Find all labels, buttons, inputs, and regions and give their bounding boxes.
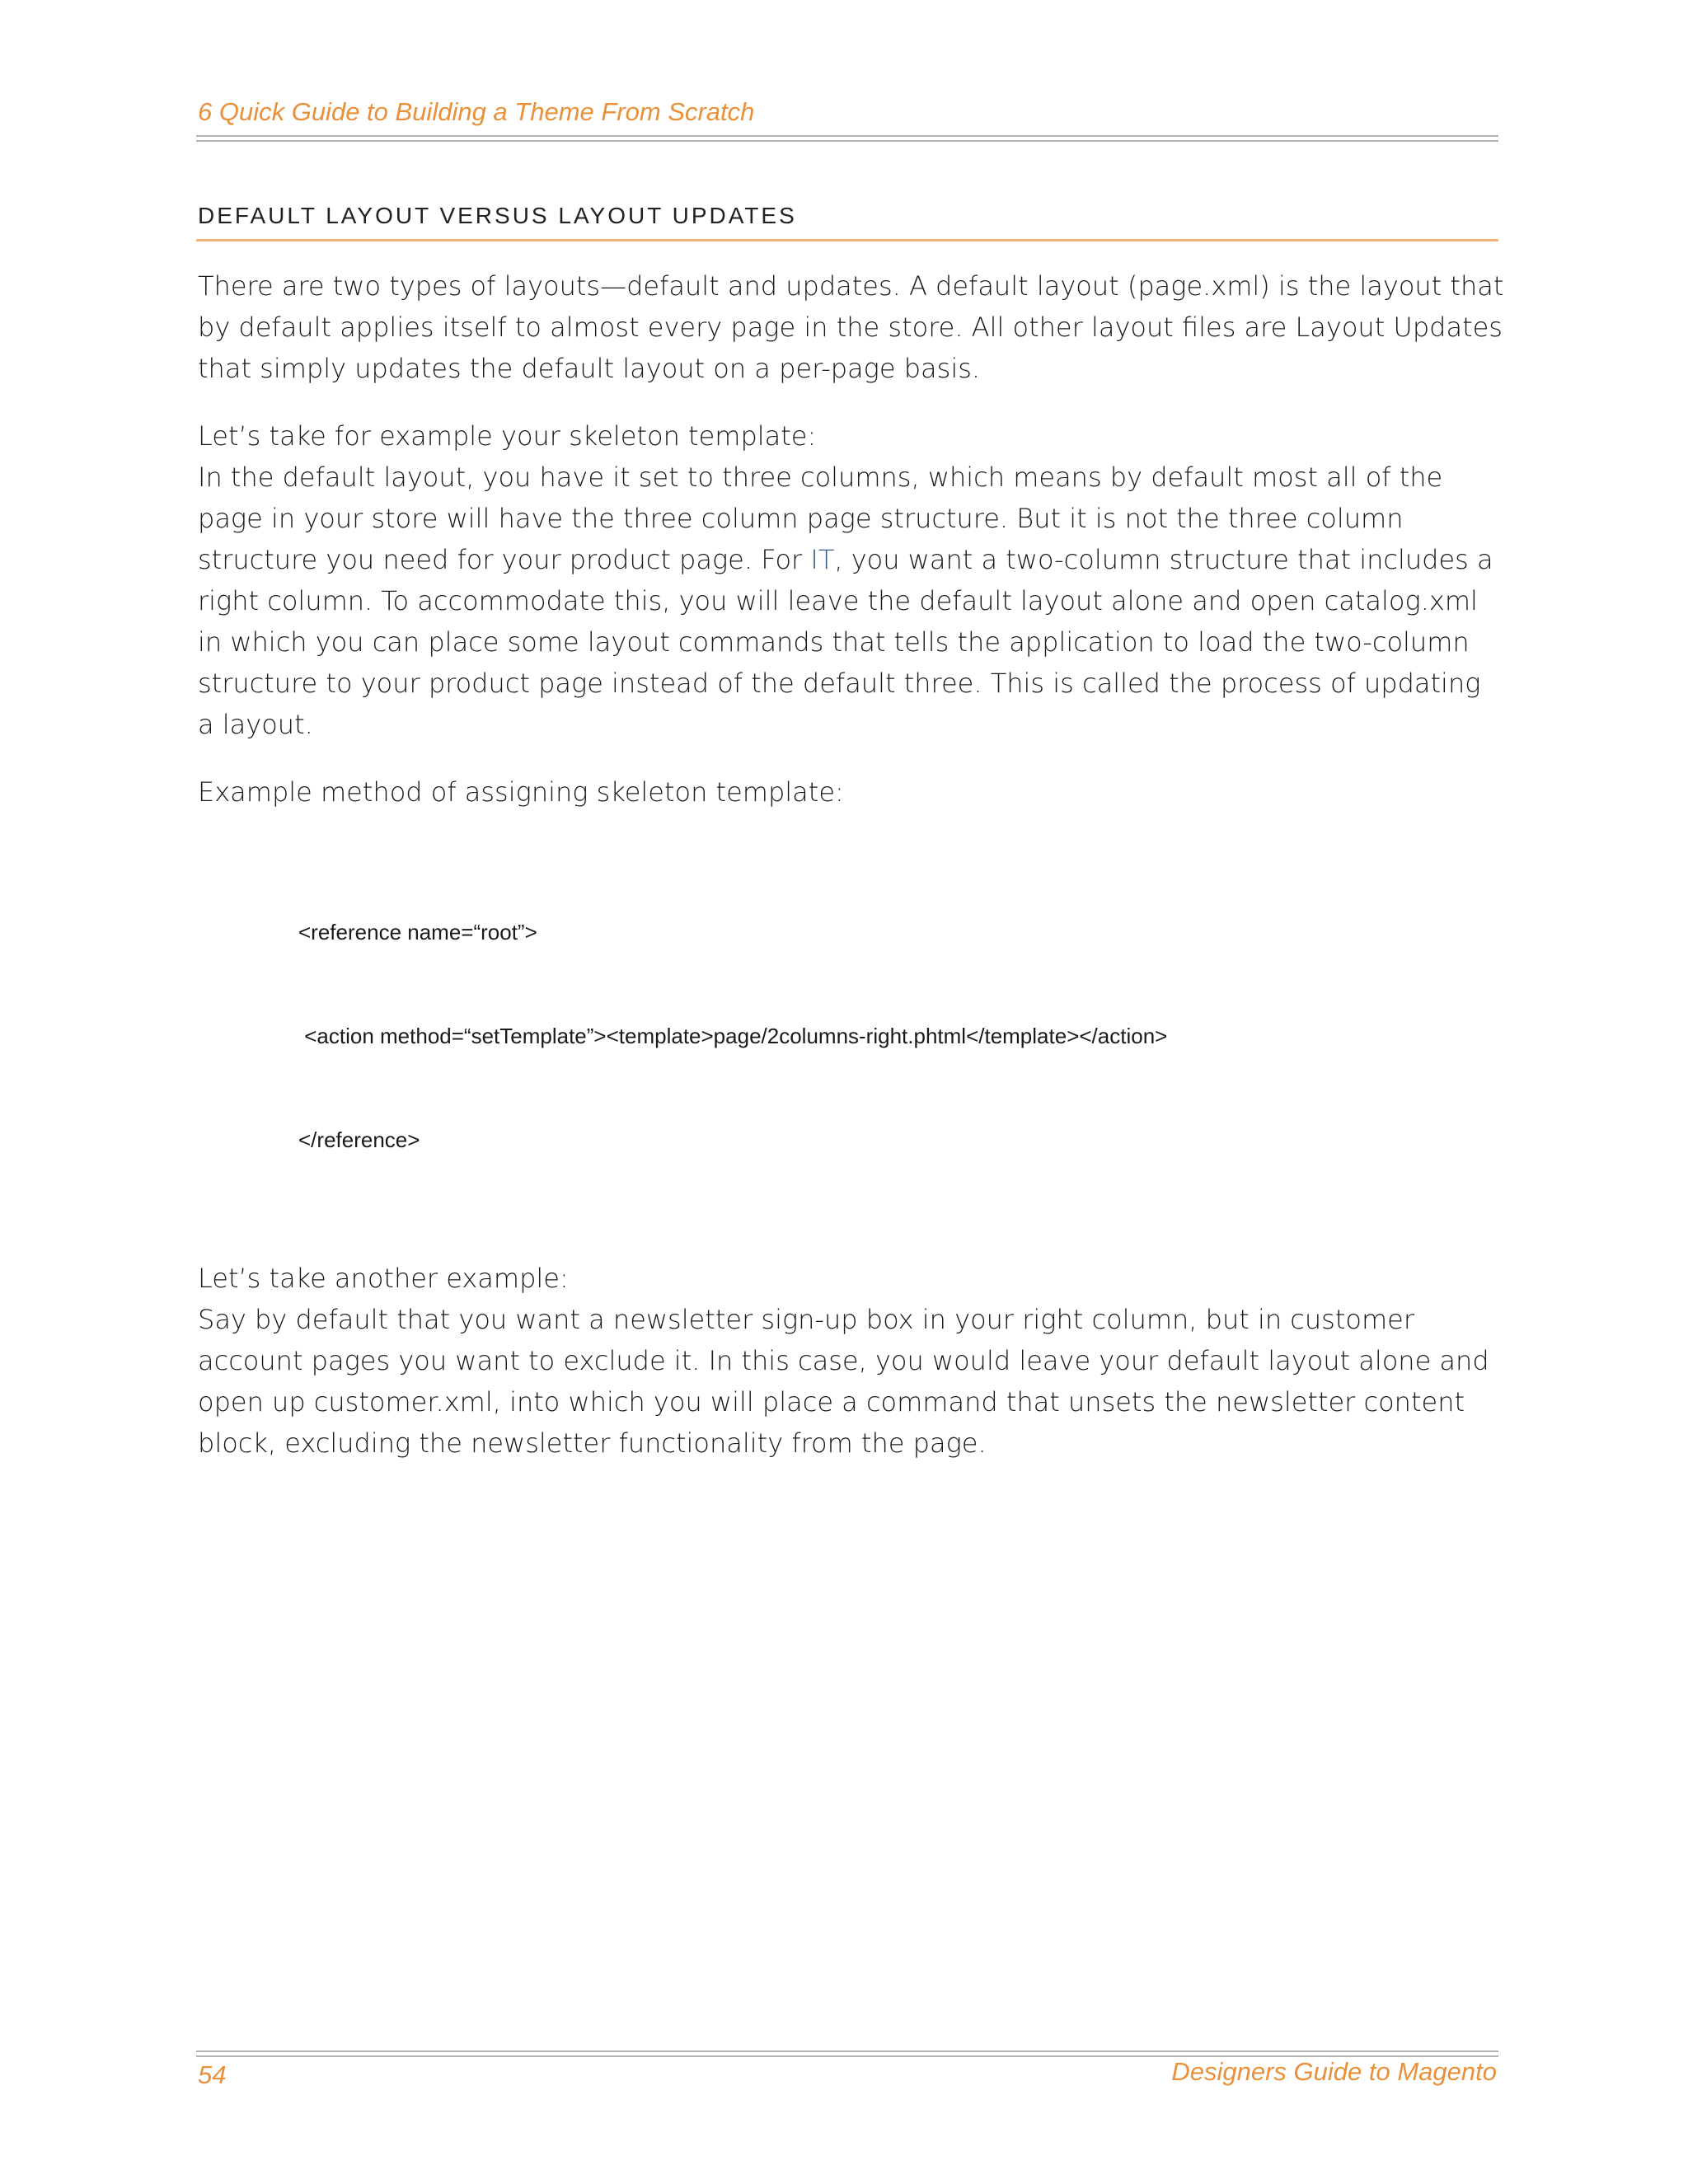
paragraph-intro: Let’s take for example your skeleton template: [198, 420, 817, 452]
section-rule [196, 239, 1498, 241]
paragraph-text: In the default layout, you have it set to three columns, which means by default most all of the page in your store will have the three column page structure. But it is not the three column structure you need for your product page. For [198, 462, 1443, 575]
code-line: </reference> [298, 1127, 420, 1152]
header-rule [196, 135, 1498, 137]
running-header-title: 6 Quick Guide to Building a Theme From Scratch [198, 97, 755, 126]
paragraph-layout-types: There are two types of layouts—default and updates. A default layout (page.xml) is the layout that by default applies itself to almost every page in the store. All other layout files are Layout Updates that simply updates the default layout on a per-page basis. [198, 270, 1504, 384]
footer-book-title: Designers Guide to Magento [1171, 2057, 1497, 2086]
paragraph-text: , you want a two-column structure that includes a right column. To accommodate this, you will leave the default layout alone and open catalog.xml in which you can place some layout commands that tells the application to load the two-column structure to your product page instead of the default three. This is called the process of updating a layout. [198, 544, 1493, 740]
paragraph-skeleton-example [198, 415, 1504, 745]
footer-rule [196, 2050, 1498, 2052]
paragraph-newsletter-example [198, 1258, 1504, 1464]
paragraph-intro: Let’s take another example: [198, 1263, 569, 1294]
paragraph-text: Say by default that you want a newsletter sign-up box in your right column, but in customer account pages you want to exclude it. In this case, you would leave your default layout alone and open up customer.xml, into which you will place a command that unsets the newsletter content block, excluding the newsletter functionality from the page. [198, 1304, 1489, 1459]
it-link[interactable]: IT [810, 544, 835, 575]
paragraph-example-method: Example method of assigning skeleton template: [198, 776, 844, 808]
body-text [198, 265, 1504, 1464]
page-number: 54 [198, 2060, 227, 2089]
section-heading: DEFAULT LAYOUT VERSUS LAYOUT UPDATES [198, 203, 797, 228]
code-line: <action method=“setTemplate”><template>page/2columns-right.phtml</template></action> [298, 1024, 1168, 1048]
code-block [298, 846, 1504, 1226]
code-line: <reference name=“root”> [298, 920, 537, 944]
